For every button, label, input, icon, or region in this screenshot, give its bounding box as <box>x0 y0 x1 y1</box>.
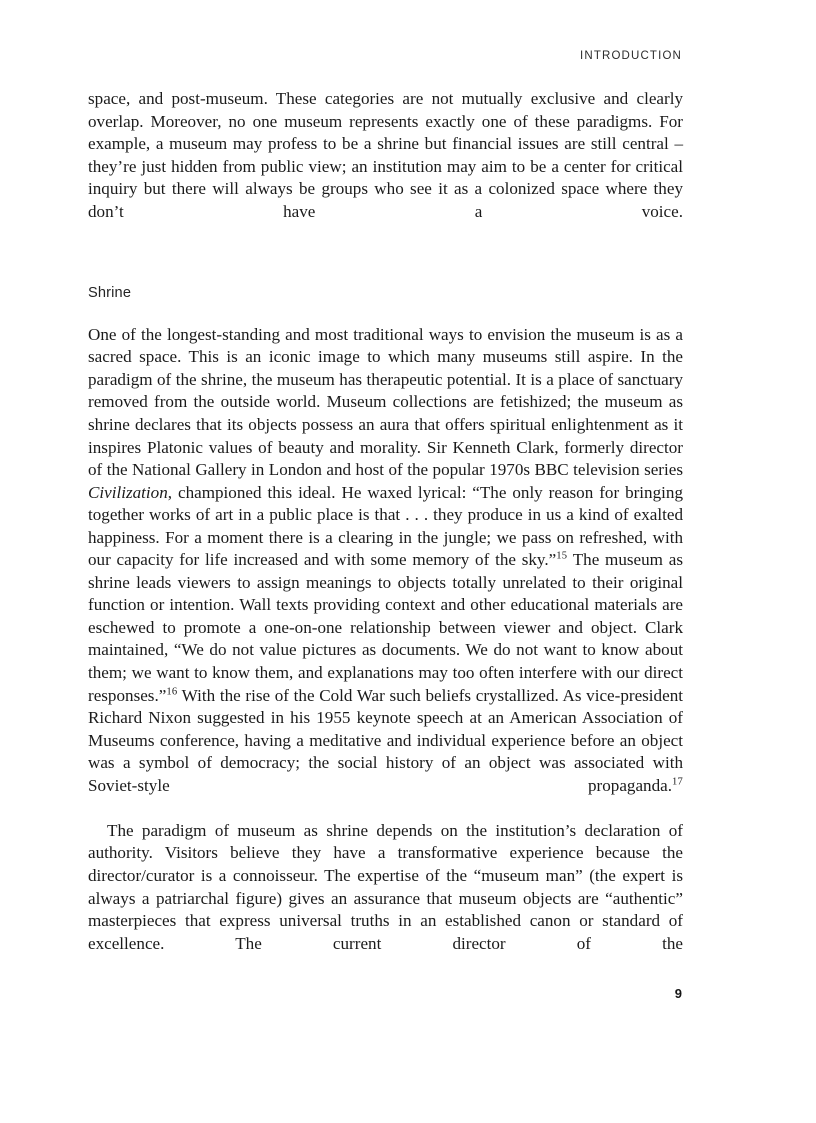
footnote-reference-16: 16 <box>166 685 178 697</box>
running-head: INTRODUCTION <box>580 50 682 62</box>
page-number: 9 <box>674 986 682 1001</box>
spacer-after-subheading <box>88 303 683 324</box>
footnote-reference-15: 15 <box>556 550 568 562</box>
paragraph-authority-text: The paradigm of museum as shrine depends on the institution’s declaration of authority. Visitors believe they have a transformative experience because the director/curator is a connoisseur. The expertise of the “museum man” (the expert is always a patriarchal figure) gives an assurance that museum objects are “authentic” masterpieces that express universal truths in an established canon or standard of excellence. The current director of the <box>88 820 683 953</box>
paragraph-authority <box>88 820 683 978</box>
book-title-civilization: Civilization <box>88 482 168 502</box>
shrine-text-part-2: , championed this ideal. He waxed lyrical: “The only reason for bringing together works of art in a public place is that . . . they produce in us a kind of exalted happiness. For a moment there is a clearing in the jungle; we pass on refreshed, with our capacity for life increased and with some memory of the sky.” <box>88 482 683 570</box>
text-column <box>88 88 683 978</box>
shrine-text-part-1: One of the longest-standing and most traditional ways to envision the museum is as a sacred space. This is an iconic image to which many museums still aspire. In the paradigm of the shrine, the museum has therapeutic potential. It is a place of sanctuary removed from the outside world. Museum collections are fetishized; the museum as shrine declares that its objects possess an aura that offers spiritual enlightenment as it inspires Platonic values of beauty and morality. Sir Kenneth Clark, formerly director of the National Gallery in London and host of the popular 1970s BBC television series <box>88 324 683 480</box>
spacer-before-subheading <box>88 246 683 283</box>
footnote-reference-17: 17 <box>672 776 683 788</box>
paragraph-shrine-main <box>88 324 683 820</box>
shrine-text-part-4: With the rise of the Cold War such beliefs crystallized. As vice-president Richard Nixon suggested in his 1955 keynote speech at an American Association of Museums conference, having a meditative and individual experience before an object was a symbol of democracy; the social history of an object was associated with Soviet-style propaganda. <box>88 685 683 795</box>
paragraph-opening-text: space, and post-museum. These categories are not mutually exclusive and clearly overlap. Moreover, no one museum represents exactly one of these paradigms. For example, a museum may profess to be a shrine but financial issues are still central – they’re just hidden from public view; an institution may aim to be a center for critical inquiry but there will always be groups who see it as a colonized space where they don’t have a voice. <box>88 89 683 221</box>
shrine-text-part-3: The museum as shrine leads viewers to assign meanings to objects totally unrelated to their original function or intention. Wall texts providing context and other educational materials are eschewed to promote a one-on-one relationship between viewer and object. Clark maintained, “We do not value pictures as documents. We do not want to know about them; we want to know them, and explanations may too often interfere with our direct responses.” <box>88 550 683 705</box>
paragraph-opening <box>88 88 683 246</box>
section-subheading-shrine: Shrine <box>88 284 132 301</box>
